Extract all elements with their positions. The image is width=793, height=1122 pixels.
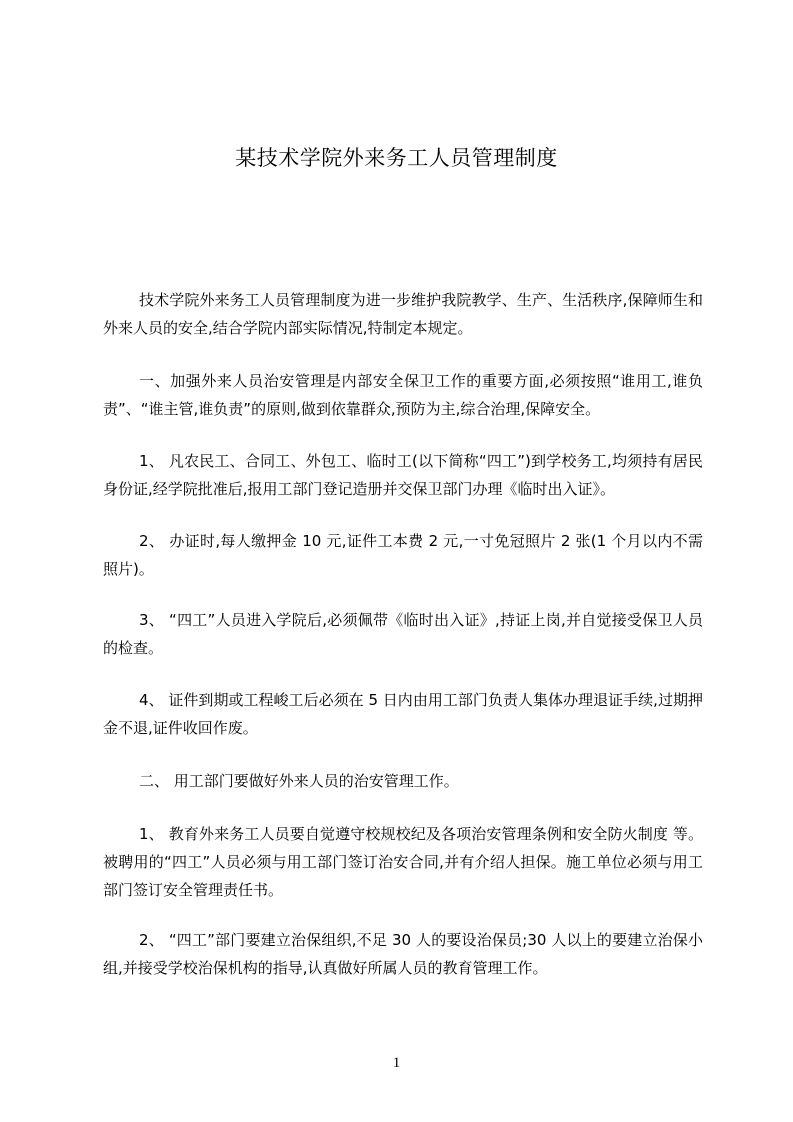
section-2-heading: 二、 用工部门要做好外来人员的治安管理工作。 xyxy=(139,772,459,790)
section-2-item-2: 2、 “四工”部门要建立治保组织,不足 30 人的要设治保员;30 人以上的要建立治保小组,并接受学校治保机构的指导,认真做好所属人员的教育管理工作。 xyxy=(103,931,703,977)
section-1-item-3: 3、 “四工”人员进入学院后,必须佩带《临时出入证》,持证上岗,并自觉接受保卫人员的检查。 xyxy=(103,611,703,657)
section-1-item-4: 4、 证件到期或工程峻工后必须在 5 日内由用工部门负责人集体办理退证手续,过期押金不退,证件收回作废。 xyxy=(103,691,703,737)
intro-paragraph: 技术学院外来务工人员管理制度为进一步维护我院教学、生产、生活秩序,保障师生和外来人员的安全,结合学院内部实际情况,特制定本规定。 xyxy=(103,291,703,337)
document-title: 某技术学院外来务工人员管理制度 xyxy=(235,146,558,170)
section-2-item-1: 1、 教育外来务工人员要自觉遵守校规校纪及各项治安管理条例和安全防火制度 等。被聘用的“四工”人员必须与用工部门签订治安合同,并有介绍人担保。施工单位必须与用工部门签订安全管理责任书。 xyxy=(103,825,703,899)
section-1-heading-paragraph: 一、加强外来人员治安管理是内部安全保卫工作的重要方面,必须按照“谁用工,谁负责”、“谁主管,谁负责”的原则,做到依靠群众,预防为主,综合治理,保障安全。 xyxy=(103,372,703,418)
section-1-item-2: 2、 办证时,每人缴押金 10 元,证件工本费 2 元,一寸免冠照片 2 张(1 个月以内不需照片)。 xyxy=(103,532,703,578)
page-number: 1 xyxy=(392,1055,401,1071)
section-1-item-1: 1、 凡农民工、合同工、外包工、临时工(以下简称“四工”)到学校务工,均须持有居民身份证,经学院批准后,报用工部门登记造册并交保卫部门办理《临时出入证》。 xyxy=(103,452,703,498)
